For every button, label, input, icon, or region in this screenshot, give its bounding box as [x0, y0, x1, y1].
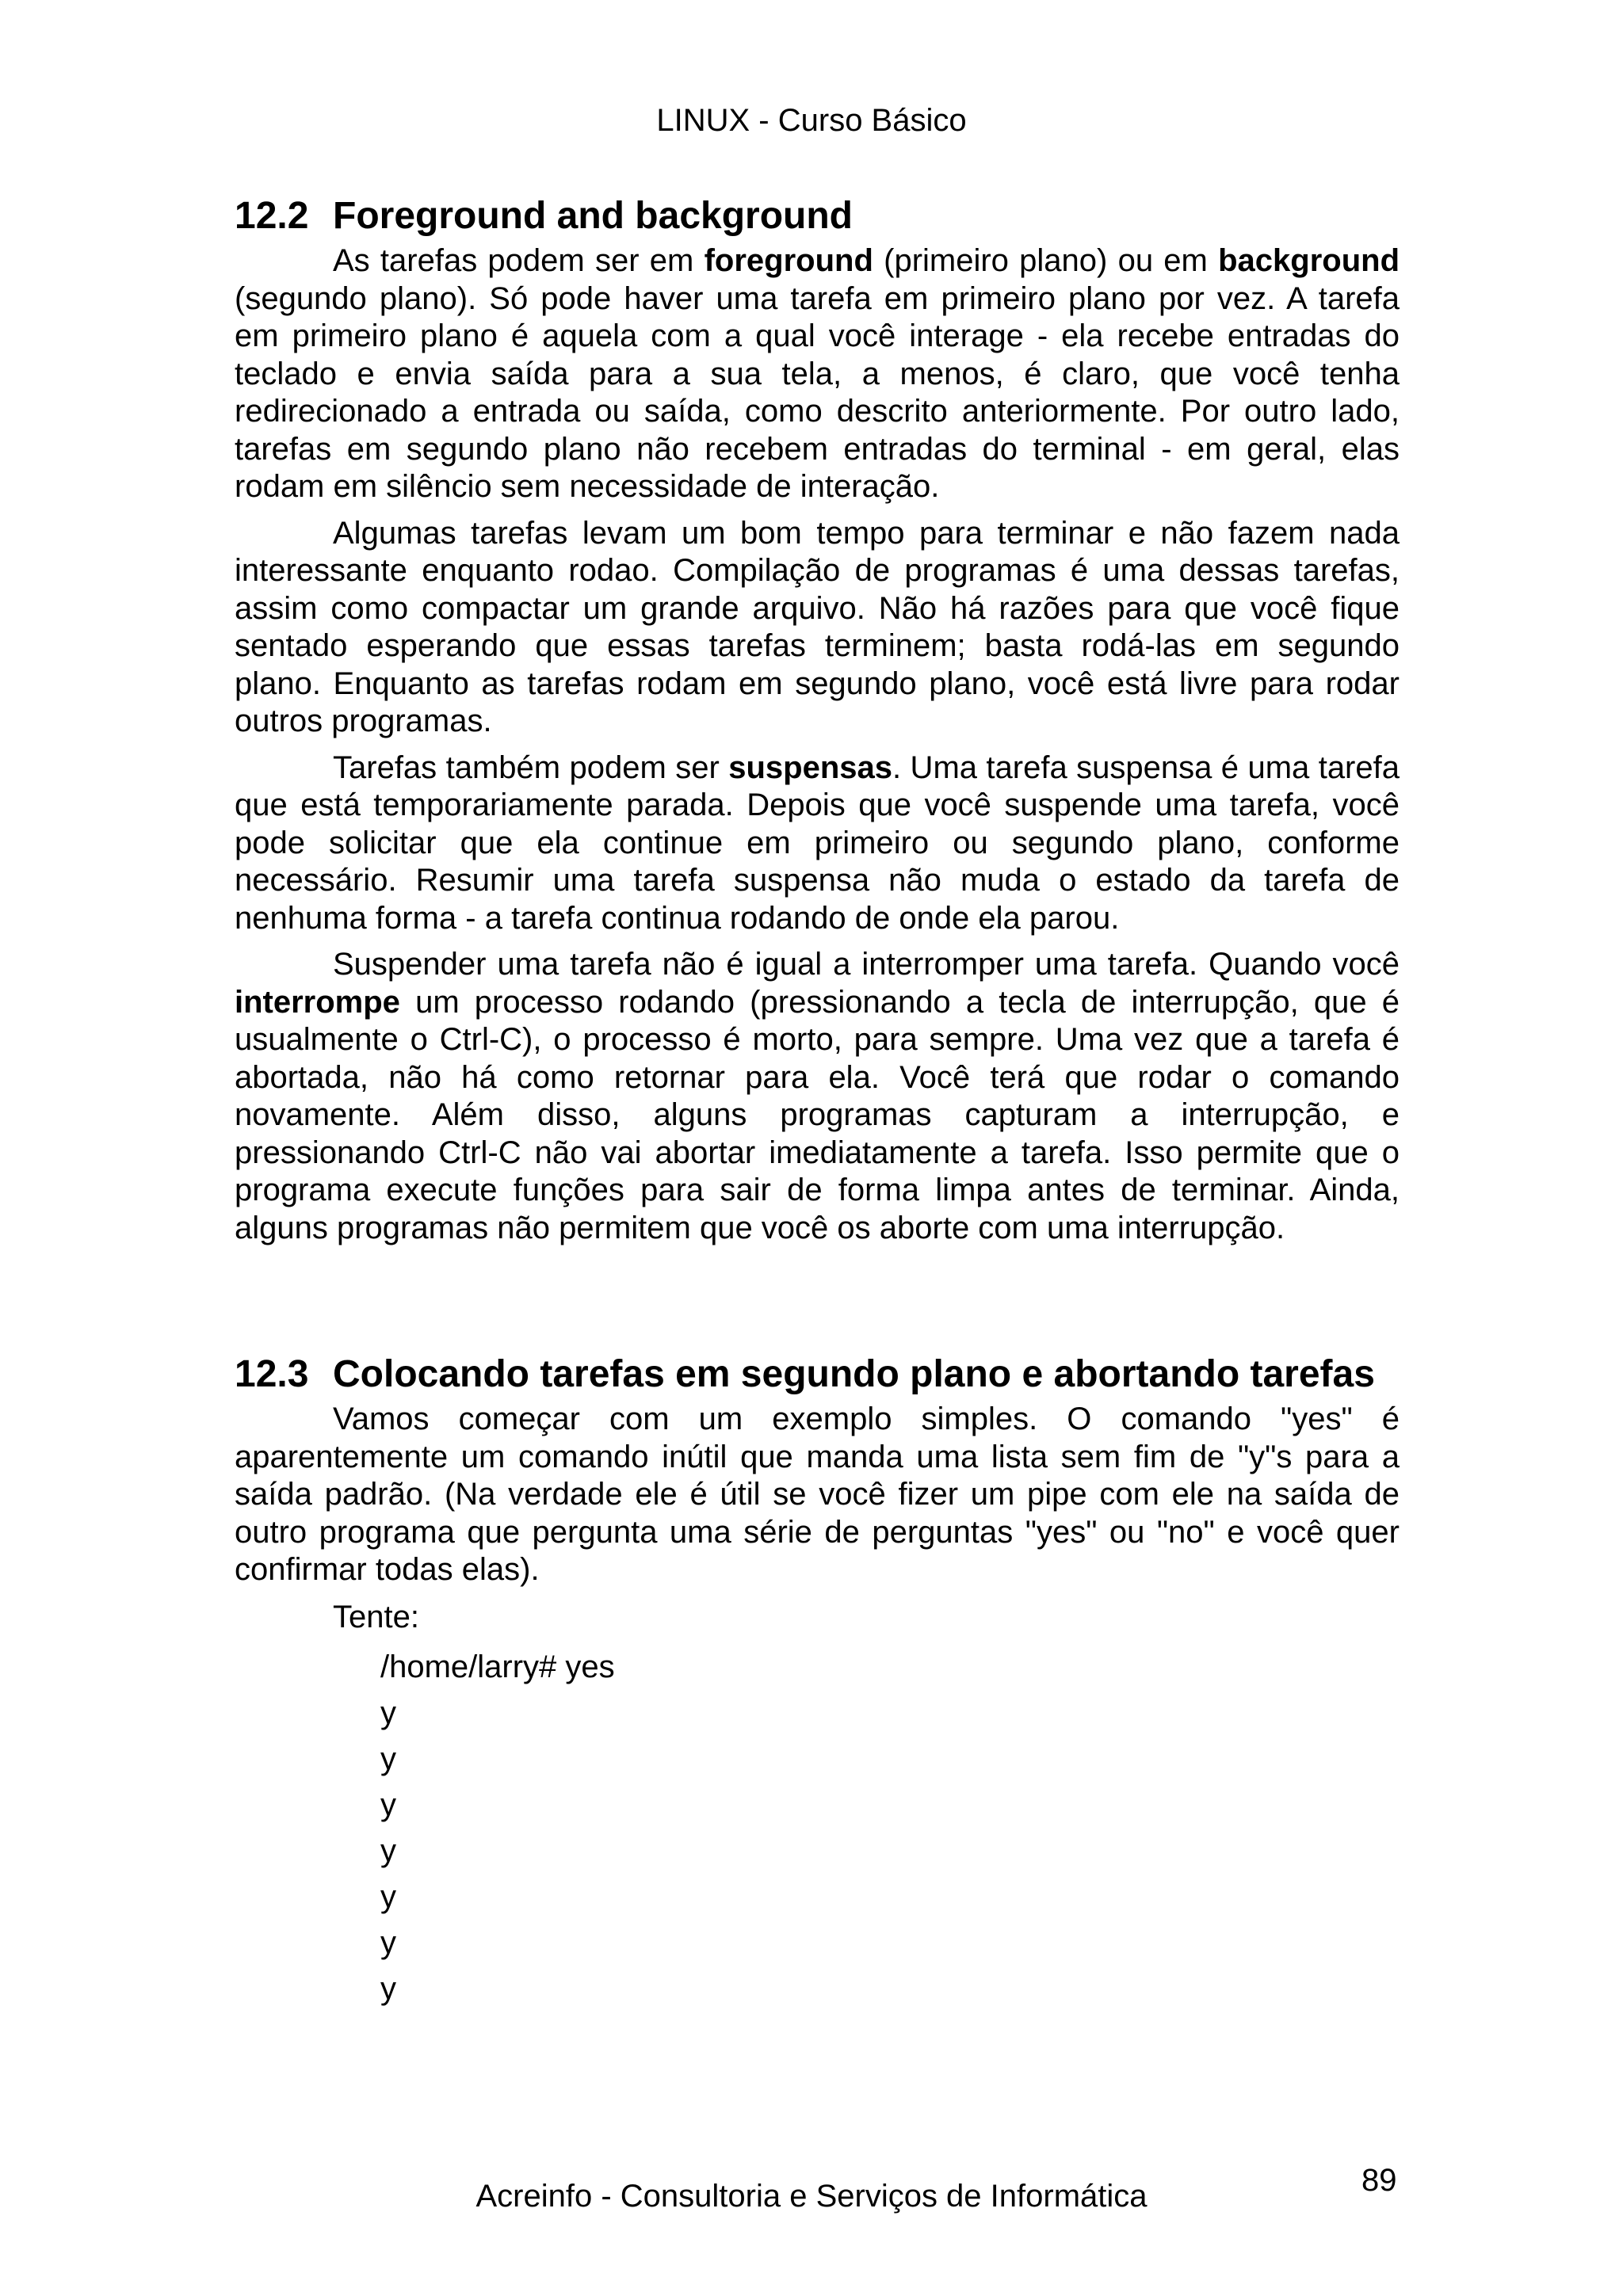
page-content — [235, 190, 1400, 2012]
page-header: LINUX - Curso Básico — [656, 103, 967, 138]
section-heading-12-3 — [235, 1348, 1400, 1401]
text-run: Suspender uma tarefa não é igual a interromper uma tarefa. Quando você — [333, 947, 1400, 982]
section-number: 12.3 — [235, 1353, 309, 1395]
page-number: 89 — [1361, 2163, 1397, 2198]
paragraph-foreground-background — [235, 242, 1400, 506]
bold-term-suspensas: suspensas — [728, 749, 893, 785]
text-run: Tarefas também podem ser — [333, 749, 729, 785]
paragraph-suspended-tasks — [235, 749, 1400, 938]
paragraph-interrupt — [235, 946, 1400, 1247]
terminal-output-line: y — [380, 1833, 396, 1868]
text-run: (segundo plano). Só pode haver uma tarefa em primeiro plano por vez. A tarefa em primeiro plano é aquela com a qual você interage - ela recebe entradas do teclado e envia saída para a sua tela, a menos, é claro, que você tenha redirecionado a entrada ou saída, como descrito anteriormente. Por outro lado, tarefas em segundo plano não recebem entradas do terminal - em geral, elas rodam em silêncio sem necessidade de interação. — [235, 280, 1400, 504]
bold-term-interrompe: interrompe — [235, 984, 400, 1020]
terminal-output-line: y — [380, 1695, 396, 1730]
terminal-output-line: y — [380, 1787, 396, 1822]
text-run: . Uma tarefa suspensa é uma tarefa que está temporariamente parada. Depois que você suspende uma tarefa, você pode solicitar que ela continue em primeiro ou segundo plano, conforme necessário. Resumir uma tarefa suspensa não muda o estado da tarefa de nenhuma forma - a tarefa continua rodando de onde ela parou. — [235, 749, 1400, 936]
try-label: Tente: — [333, 1599, 419, 1634]
bold-term-foreground: foreground — [704, 243, 873, 278]
bold-term-background: background — [1218, 243, 1400, 278]
terminal-output-line: y — [380, 1924, 396, 1960]
section-title: Foreground and background — [333, 195, 853, 237]
terminal-output-line: y — [380, 1741, 396, 1776]
text-run: As tarefas podem ser em — [333, 243, 705, 278]
text-run: um processo rodando (pressionando a tecla de interrupção, que é usualmente o Ctrl-C), o processo é morto, para sempre. Uma vez que a tarefa é abortada, não há como retornar para ela. Você terá que rodar o comando novamente. Além disso, alguns programas capturam a interrupção, e pressionando Ctrl-C não vai abortar imediatamente a tarefa. Isso permite que o programa execute funções para sair de forma limpa antes de terminar. Ainda, alguns programas não permitem que você os aborte com uma interrupção. — [235, 984, 1400, 1245]
terminal-output-line: y — [380, 1970, 396, 2006]
paragraph-yes-command: Vamos começar com um exemplo simples. O comando "yes" é aparentemente um comando inútil que manda uma lista sem fim de "y"s para a saída padrão. (Na verdade ele é útil se você fizer um pipe com ele na saída de outro programa que pergunta uma série de perguntas "yes" ou "no" e você quer confirmar todas elas). — [235, 1402, 1400, 1587]
page-footer: Acreinfo - Consultoria e Serviços de Informática — [475, 2179, 1148, 2214]
section-title: Colocando tarefas em segundo plano e abortando tarefas — [333, 1353, 1375, 1395]
terminal-output-line: y — [380, 1878, 396, 1914]
terminal-output — [235, 1644, 1400, 2012]
section-number: 12.2 — [235, 195, 309, 237]
text-run: (primeiro plano) ou em — [873, 243, 1219, 278]
terminal-prompt-line: /home/larry# yes — [380, 1649, 615, 1684]
paragraph-long-tasks: Algumas tarefas levam um bom tempo para terminar e não fazem nada interessante enquanto rodao. Compilação de programas é uma dessas tarefas, assim como compactar um grande arquivo. Não há razões para que você fique sentado esperando que essas tarefas terminem; basta rodá-las em segundo plano. Enquanto as tarefas rodam em segundo plano, você está livre para rodar outros programas. — [235, 515, 1400, 738]
section-heading-12-2 — [235, 190, 1400, 242]
